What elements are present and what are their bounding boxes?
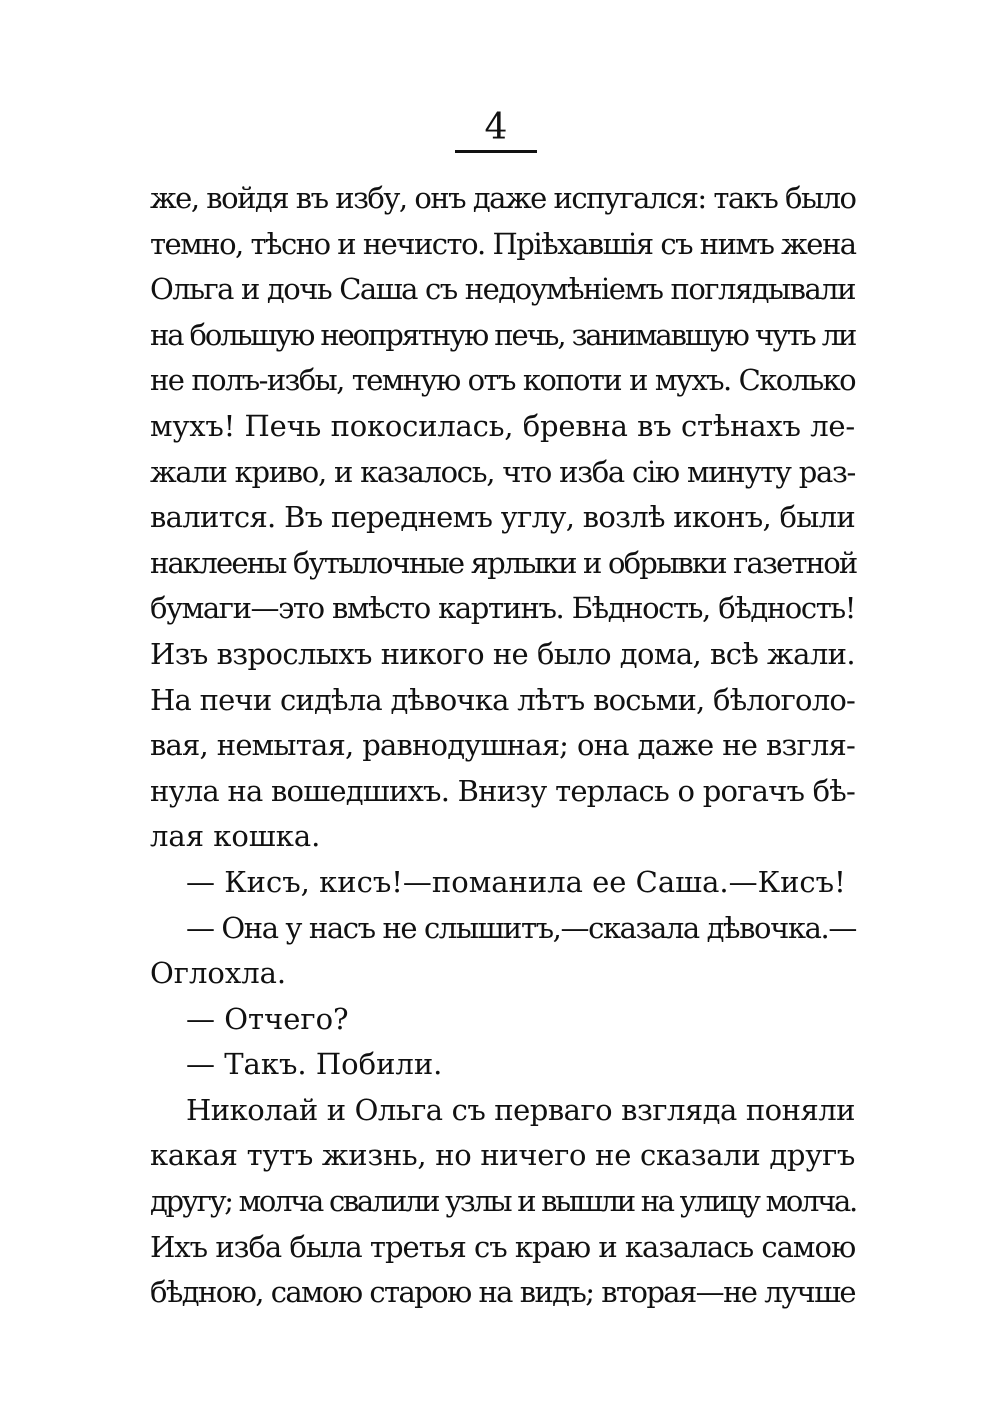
text-line: бѣдною, самою старою на видъ; вторая—не лучше [150, 1275, 855, 1310]
text-line: мухъ! Печь покосилась, бревна въ стѣнахъ ле- [150, 408, 855, 443]
text-line: бумаги—это вмѣсто картинъ. Бѣдность, бѣдность! [150, 591, 855, 626]
text-line: Ихъ изба была третья съ краю и казалась самою [150, 1229, 856, 1264]
text-line: Оглохла. [150, 956, 287, 991]
text-line: наклеены бутылочные ярлыки и обрывки газетной [150, 545, 857, 580]
text-line: вая, немытая, равнодушная; она даже не взгля- [150, 728, 855, 763]
text-line: не полъ-избы, темную отъ копоти и мухъ. Сколько [150, 363, 855, 398]
text-line: валится. Въ переднемъ углу, возлѣ иконъ, были [150, 500, 855, 535]
page-number-rule [455, 150, 537, 153]
text-line: же, войдя въ избу, онъ даже испугался: такъ было [150, 181, 856, 215]
dialogue-line: — Такъ. Побили. [186, 1047, 443, 1082]
page-number: 4 [484, 107, 508, 148]
text-line: На печи сидѣла дѣвочка лѣтъ восьми, бѣлоголо- [150, 682, 855, 717]
dialogue-line: — Она у насъ не слышитъ,—сказала дѣвочка.— [186, 910, 856, 945]
text-line: нула на вошедшихъ. Внизу терлась о рогачъ бѣ- [150, 773, 855, 808]
text-line: Ольга и дочь Саша съ недоумѣніемъ поглядывали [150, 272, 855, 307]
paragraph-first-line: Николай и Ольга съ перваго взгляда поняли [186, 1092, 855, 1127]
text-line: на большую неопрятную печь, занимавшую чуть ли [150, 317, 856, 352]
text-line: Изъ взрослыхъ никого не было дома, всѣ жали. [150, 636, 855, 671]
text-line: какая тутъ жизнь, но ничего не сказали другъ [150, 1138, 855, 1173]
text-line: другу; молча свалили узлы и вышли на улицу молча. [150, 1184, 856, 1219]
dialogue-line: — Отчего? [186, 1001, 349, 1036]
body-text [150, 176, 855, 1316]
dialogue-line: — Кисъ, кисъ!—поманила ее Саша.—Кисъ! [186, 864, 846, 899]
text-line: жали криво, и казалось, что изба сію минуту раз- [150, 454, 855, 489]
text-line: темно, тѣсно и нечисто. Пріѣхавшія съ нимъ жена [150, 226, 856, 261]
text-line: лая кошка. [150, 819, 321, 854]
